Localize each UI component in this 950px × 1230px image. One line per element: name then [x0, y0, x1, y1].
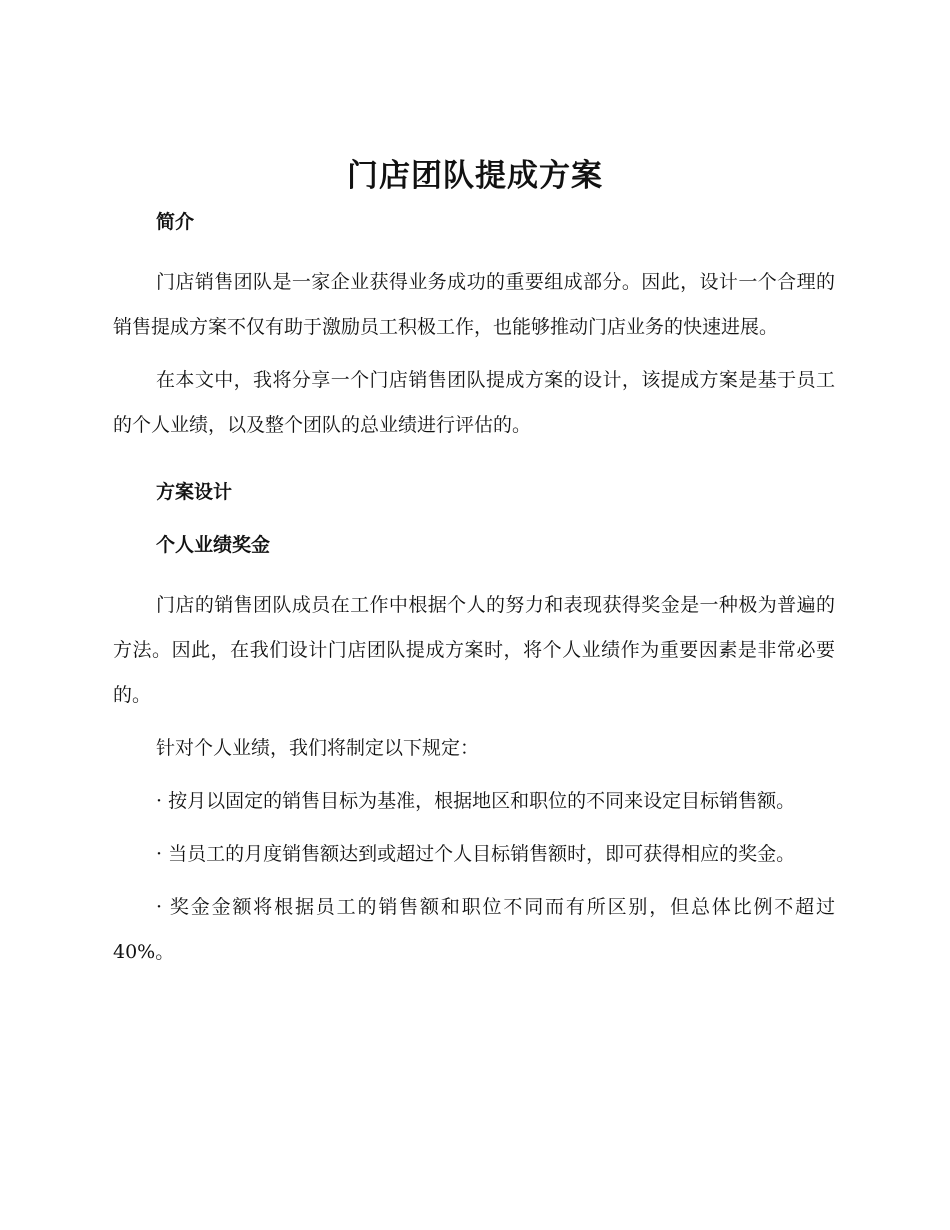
section-heading-personal-bonus: 个人业绩奖金	[156, 534, 271, 556]
intro-paragraph-1: 门店销售团队是一家企业获得业务成功的重要组成部分。因此，设计一个合理的销售提成方案不仅有助于激励员工积极工作，也能够推动门店业务的快速进展。	[113, 271, 835, 338]
intro-paragraph-2: 在本文中，我将分享一个门店销售团队提成方案的设计，该提成方案是基于员工的个人业绩，以及整个团队的总业绩进行评估的。	[113, 369, 835, 436]
document-body	[113, 208, 835, 975]
section-heading-design: 方案设计	[156, 481, 233, 503]
personal-paragraph-2: 针对个人业绩，我们将制定以下规定：	[156, 737, 480, 759]
rule-item-1: · 按月以固定的销售目标为基准，根据地区和职位的不同来设定目标销售额。	[156, 790, 796, 812]
section-heading-intro: 简介	[156, 211, 195, 233]
document-title: 门店团队提成方案	[347, 158, 603, 194]
personal-paragraph-1: 门店的销售团队成员在工作中根据个人的努力和表现获得奖金是一种极为普遍的方法。因此，在我们设计门店团队提成方案时，将个人业绩作为重要因素是非常必要的。	[113, 594, 835, 706]
rule-item-2: · 当员工的月度销售额达到或超过个人目标销售额时，即可获得相应的奖金。	[156, 843, 796, 865]
rule-item-3: · 奖金金额将根据员工的销售额和职位不同而有所区别，但总体比例不超过40%。	[113, 896, 835, 963]
